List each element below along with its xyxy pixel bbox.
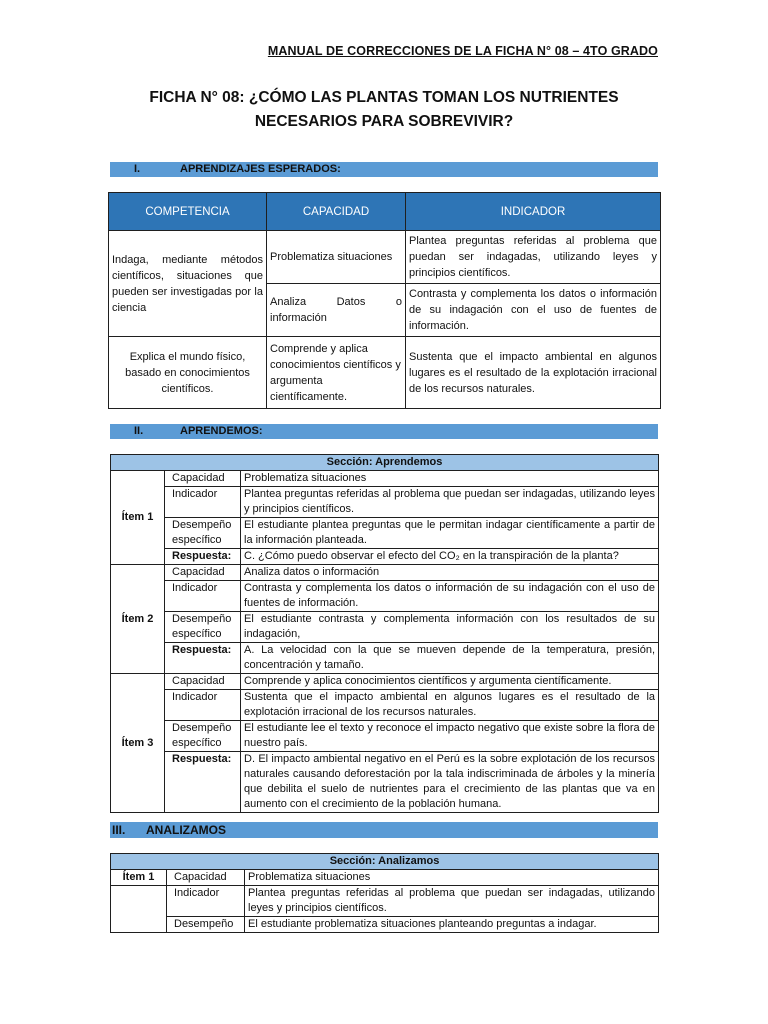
row-value: Plantea preguntas referidas al problema que puedan ser indagadas, utilizando leyes y principios científicos. [241,487,659,518]
aprendemos-table [110,454,659,813]
row-value: Plantea preguntas referidas al problema que puedan ser indagadas, utilizando leyes y principios científicos. [245,886,659,917]
item-label: Ítem 1 [111,870,167,886]
row-value: Comprende y aplica conocimientos científicos y argumenta científicamente. [241,674,659,690]
capacity-cell: Analiza Datos o información [267,284,406,337]
row-label: Capacidad [165,674,241,690]
table-row [111,643,659,674]
table-row [111,471,659,487]
table-row [111,690,659,721]
section-bar-aprendizajes [110,162,658,177]
table-row [111,581,659,612]
row-value: El estudiante lee el texto y reconoce el impacto negativo que existe sobre la flora de nuestro país. [241,721,659,752]
row-label: Indicador [165,690,241,721]
row-value: Problematiza situaciones [241,471,659,487]
row-label: Indicador [165,581,241,612]
table-row [111,565,659,581]
answer-value: A. La velocidad con la que se mueven depende de la temperatura, presión, concentración y tamaño. [241,643,659,674]
answer-value: D. El impacto ambiental negativo en el Perú es la sobre explotación de los recursos naturales causando deforestación por la tala indiscriminada de árboles y la minería que debilita el suelo de nutrientes para el crecimiento de las plantas que va en aumento con el crecimiento de la población humana. [241,752,659,813]
row-label: Capacidad [165,471,241,487]
section-bar-aprendemos [110,424,658,439]
table-row [109,337,661,409]
row-label: Indicador [167,886,245,917]
answer-label: Respuesta: [165,549,241,565]
row-label: Capacidad [165,565,241,581]
row-label: Desempeño específico [165,612,241,643]
competency-cell: Explica el mundo físico, basado en conocimientos científicos. [109,337,267,409]
row-label: Indicador [165,487,241,518]
table-row [111,518,659,549]
row-value: Contrasta y complementa los datos o información de su indagación con el uso de fuentes de información. [241,581,659,612]
table-section-heading: Sección: Analizamos [111,854,659,870]
table-row [109,231,661,284]
page-title [110,86,658,134]
row-label: Capacidad [167,870,245,886]
title-line-1: FICHA N° 08: ¿CÓMO LAS PLANTAS TOMAN LOS NUTRIENTES [149,89,619,106]
title-line-2: NECESARIOS PARA SOBREVIVIR? [254,113,514,130]
section-label: APRENDEMOS: [180,425,263,437]
capacity-cell: Comprende y aplica conocimientos científicos y argumenta científicamente. [267,337,406,409]
table-row [111,870,659,886]
section-number: I. [134,163,141,175]
indicator-cell: Plantea preguntas referidas al problema que puedan ser indagadas, utilizando leyes y principios científicos. [406,231,661,284]
item-label: Ítem 3 [111,674,165,813]
row-value: El estudiante problematiza situaciones planteando preguntas a indagar. [245,917,659,933]
table-row [111,917,659,933]
section-number: III. [112,823,126,837]
table-row [111,487,659,518]
answer-label: Respuesta: [165,643,241,674]
row-label: Desempeño específico [165,721,241,752]
row-value: Problematiza situaciones [245,870,659,886]
row-label: Desempeño [167,917,245,933]
section-number: II. [134,425,144,437]
column-header: INDICADOR [406,193,661,231]
column-header: CAPACIDAD [267,193,406,231]
table-row [111,549,659,565]
table-row [111,721,659,752]
analizamos-table [110,853,659,933]
answer-label: Respuesta: [165,752,241,813]
indicator-cell: Contrasta y complementa los datos o información de su indagación con el uso de fuentes de información. [406,284,661,337]
document-header: MANUAL DE CORRECCIONES DE LA FICHA N° 08 – 4TO GRADO [267,44,658,58]
row-value: El estudiante contrasta y complementa información con los resultados de su indagación, [241,612,659,643]
section-label: ANALIZAMOS [146,823,226,837]
competency-table [108,192,661,409]
item-label: Ítem 1 [111,471,165,565]
table-row [111,752,659,813]
row-label: Desempeño específico [165,518,241,549]
table-row [111,612,659,643]
capacity-cell: Problematiza situaciones [267,231,406,284]
answer-value: C. ¿Cómo puedo observar el efecto del CO₂ en la transpiración de la planta? [241,549,659,565]
table-header-row [109,193,661,231]
row-value: Analiza datos o información [241,565,659,581]
indicator-cell: Sustenta que el impacto ambiental en algunos lugares es el resultado de la explotación irracional de los recursos naturales. [406,337,661,409]
empty-cell [111,886,167,917]
section-bar-analizamos [110,822,658,838]
column-header: COMPETENCIA [109,193,267,231]
section-label: APRENDIZAJES ESPERADOS: [180,163,341,175]
table-row [111,886,659,917]
row-value: Sustenta que el impacto ambiental en algunos lugares es el resultado de la explotación irracional de los recursos naturales. [241,690,659,721]
row-value: El estudiante plantea preguntas que le permitan indagar científicamente a partir de la información planteada. [241,518,659,549]
table-row [111,674,659,690]
table-section-heading: Sección: Aprendemos [111,455,659,471]
empty-cell [111,917,167,933]
item-label: Ítem 2 [111,565,165,674]
competency-cell: Indaga, mediante métodos científicos, situaciones que pueden ser investigadas por la ciencia [109,231,267,337]
